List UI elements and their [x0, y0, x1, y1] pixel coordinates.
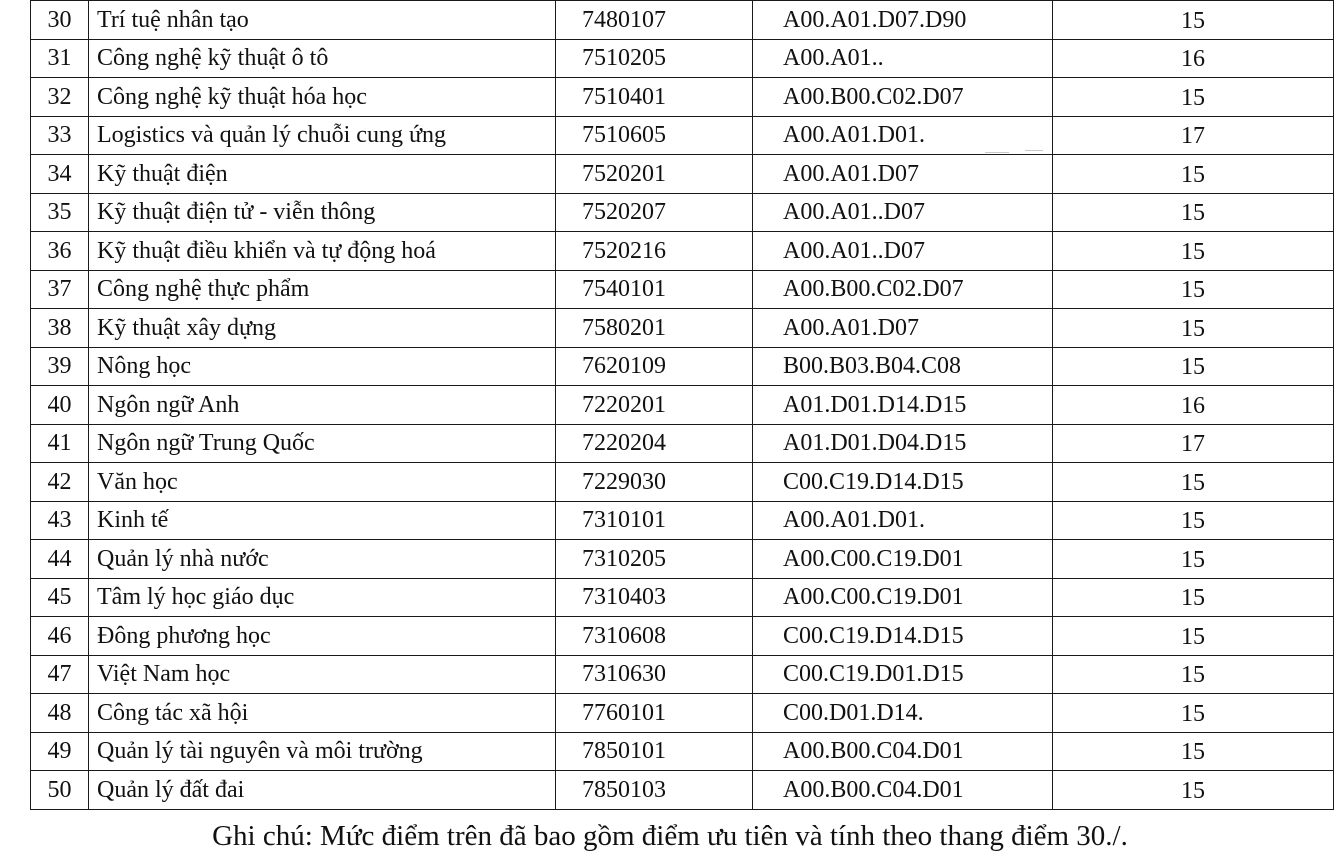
benchmark-score-cell: 15 [1053, 617, 1334, 656]
row-number-cell: 43 [31, 501, 89, 540]
row-number-cell: 45 [31, 578, 89, 617]
row-number-cell: 46 [31, 617, 89, 656]
major-name-cell: Văn học [89, 463, 556, 502]
major-name-cell: Quản lý tài nguyên và môi trường [89, 732, 556, 771]
major-name-cell: Đông phương học [89, 617, 556, 656]
major-code-cell: 7510605 [556, 116, 753, 155]
row-number-cell: 34 [31, 155, 89, 194]
subject-combination-cell: A00.A01..D07 [753, 193, 1053, 232]
row-number-cell: 42 [31, 463, 89, 502]
benchmark-score-cell: 15 [1053, 655, 1334, 694]
admission-score-table [30, 0, 1334, 810]
major-name-cell: Tâm lý học giáo dục [89, 578, 556, 617]
table-row [31, 386, 1334, 425]
major-name-cell: Quản lý nhà nước [89, 540, 556, 579]
table-row [31, 347, 1334, 386]
major-code-cell: 7520201 [556, 155, 753, 194]
benchmark-score-cell: 15 [1053, 694, 1334, 733]
table-row [31, 116, 1334, 155]
major-code-cell: 7850103 [556, 771, 753, 810]
table-body [31, 1, 1334, 810]
benchmark-score-cell: 17 [1053, 116, 1334, 155]
benchmark-score-cell: 15 [1053, 771, 1334, 810]
row-number-cell: 32 [31, 78, 89, 117]
major-name-cell: Công nghệ kỹ thuật ô tô [89, 39, 556, 78]
table-row [31, 578, 1334, 617]
row-number-cell: 47 [31, 655, 89, 694]
row-number-cell: 33 [31, 116, 89, 155]
benchmark-score-cell: 16 [1053, 39, 1334, 78]
benchmark-score-cell: 15 [1053, 270, 1334, 309]
row-number-cell: 41 [31, 424, 89, 463]
row-number-cell: 37 [31, 270, 89, 309]
table-row [31, 39, 1334, 78]
major-name-cell: Kỹ thuật điều khiển và tự động hoá [89, 232, 556, 271]
major-name-cell: Công tác xã hội [89, 694, 556, 733]
row-number-cell: 49 [31, 732, 89, 771]
row-number-cell: 50 [31, 771, 89, 810]
benchmark-score-cell: 15 [1053, 155, 1334, 194]
row-number-cell: 36 [31, 232, 89, 271]
major-code-cell: 7310608 [556, 617, 753, 656]
table-row [31, 270, 1334, 309]
table-row [31, 771, 1334, 810]
major-name-cell: Việt Nam học [89, 655, 556, 694]
major-name-cell: Kỹ thuật điện [89, 155, 556, 194]
major-name-cell: Ngôn ngữ Anh [89, 386, 556, 425]
subject-combination-cell: A00.A01.D01. [753, 501, 1053, 540]
major-name-cell: Nông học [89, 347, 556, 386]
major-code-cell: 7540101 [556, 270, 753, 309]
scan-speck [985, 152, 1009, 153]
benchmark-score-cell: 15 [1053, 78, 1334, 117]
table-row [31, 424, 1334, 463]
subject-combination-cell: A01.D01.D14.D15 [753, 386, 1053, 425]
major-name-cell: Ngôn ngữ Trung Quốc [89, 424, 556, 463]
major-code-cell: 7510401 [556, 78, 753, 117]
row-number-cell: 44 [31, 540, 89, 579]
table-row [31, 232, 1334, 271]
subject-combination-cell: B00.B03.B04.C08 [753, 347, 1053, 386]
major-code-cell: 7620109 [556, 347, 753, 386]
row-number-cell: 38 [31, 309, 89, 348]
major-name-cell: Công nghệ thực phẩm [89, 270, 556, 309]
benchmark-score-cell: 15 [1053, 732, 1334, 771]
major-code-cell: 7310630 [556, 655, 753, 694]
subject-combination-cell: A00.A01.D07 [753, 309, 1053, 348]
row-number-cell: 30 [31, 1, 89, 40]
major-name-cell: Công nghệ kỹ thuật hóa học [89, 78, 556, 117]
row-number-cell: 40 [31, 386, 89, 425]
subject-combination-cell: A00.B00.C02.D07 [753, 270, 1053, 309]
subject-combination-cell: C00.C19.D14.D15 [753, 463, 1053, 502]
row-number-cell: 48 [31, 694, 89, 733]
benchmark-score-cell: 15 [1053, 309, 1334, 348]
major-name-cell: Logistics và quản lý chuỗi cung ứng [89, 116, 556, 155]
major-code-cell: 7310403 [556, 578, 753, 617]
table-row [31, 1, 1334, 40]
benchmark-score-cell: 15 [1053, 501, 1334, 540]
subject-combination-cell: C00.C19.D01.D15 [753, 655, 1053, 694]
table-row [31, 501, 1334, 540]
table-row [31, 78, 1334, 117]
major-code-cell: 7229030 [556, 463, 753, 502]
major-code-cell: 7220204 [556, 424, 753, 463]
table-row [31, 193, 1334, 232]
major-code-cell: 7580201 [556, 309, 753, 348]
benchmark-score-cell: 15 [1053, 578, 1334, 617]
major-name-cell: Quản lý đất đai [89, 771, 556, 810]
benchmark-score-cell: 15 [1053, 1, 1334, 40]
table-row [31, 309, 1334, 348]
major-name-cell: Trí tuệ nhân tạo [89, 1, 556, 40]
table-row [31, 155, 1334, 194]
subject-combination-cell: C00.C19.D14.D15 [753, 617, 1053, 656]
subject-combination-cell: A00.A01.D01. [753, 116, 1053, 155]
table-row [31, 655, 1334, 694]
table-row [31, 694, 1334, 733]
subject-combination-cell: A00.A01.D07 [753, 155, 1053, 194]
benchmark-score-cell: 15 [1053, 463, 1334, 502]
table-row [31, 540, 1334, 579]
benchmark-score-cell: 17 [1053, 424, 1334, 463]
subject-combination-cell: A00.A01.. [753, 39, 1053, 78]
subject-combination-cell: A00.C00.C19.D01 [753, 540, 1053, 579]
major-name-cell: Kinh tế [89, 501, 556, 540]
table-row [31, 463, 1334, 502]
row-number-cell: 39 [31, 347, 89, 386]
major-code-cell: 7520216 [556, 232, 753, 271]
table-row [31, 732, 1334, 771]
major-code-cell: 7510205 [556, 39, 753, 78]
benchmark-score-cell: 15 [1053, 347, 1334, 386]
subject-combination-cell: A00.B00.C04.D01 [753, 771, 1053, 810]
major-code-cell: 7520207 [556, 193, 753, 232]
benchmark-score-cell: 15 [1053, 540, 1334, 579]
subject-combination-cell: A00.C00.C19.D01 [753, 578, 1053, 617]
subject-combination-cell: C00.D01.D14. [753, 694, 1053, 733]
major-code-cell: 7310101 [556, 501, 753, 540]
row-number-cell: 35 [31, 193, 89, 232]
footnote: Ghi chú: Mức điểm trên đã bao gồm điểm ưu tiên và tính theo thang điểm 30./. [212, 820, 1128, 852]
major-name-cell: Kỹ thuật xây dựng [89, 309, 556, 348]
subject-combination-cell: A00.A01.D07.D90 [753, 1, 1053, 40]
major-code-cell: 7310205 [556, 540, 753, 579]
major-code-cell: 7760101 [556, 694, 753, 733]
major-code-cell: 7480107 [556, 1, 753, 40]
subject-combination-cell: A00.B00.C04.D01 [753, 732, 1053, 771]
subject-combination-cell: A00.B00.C02.D07 [753, 78, 1053, 117]
scan-speck [1025, 150, 1043, 151]
subject-combination-cell: A01.D01.D04.D15 [753, 424, 1053, 463]
major-name-cell: Kỹ thuật điện tử - viễn thông [89, 193, 556, 232]
subject-combination-cell: A00.A01..D07 [753, 232, 1053, 271]
table-row [31, 617, 1334, 656]
major-code-cell: 7850101 [556, 732, 753, 771]
major-code-cell: 7220201 [556, 386, 753, 425]
benchmark-score-cell: 15 [1053, 232, 1334, 271]
benchmark-score-cell: 16 [1053, 386, 1334, 425]
benchmark-score-cell: 15 [1053, 193, 1334, 232]
row-number-cell: 31 [31, 39, 89, 78]
